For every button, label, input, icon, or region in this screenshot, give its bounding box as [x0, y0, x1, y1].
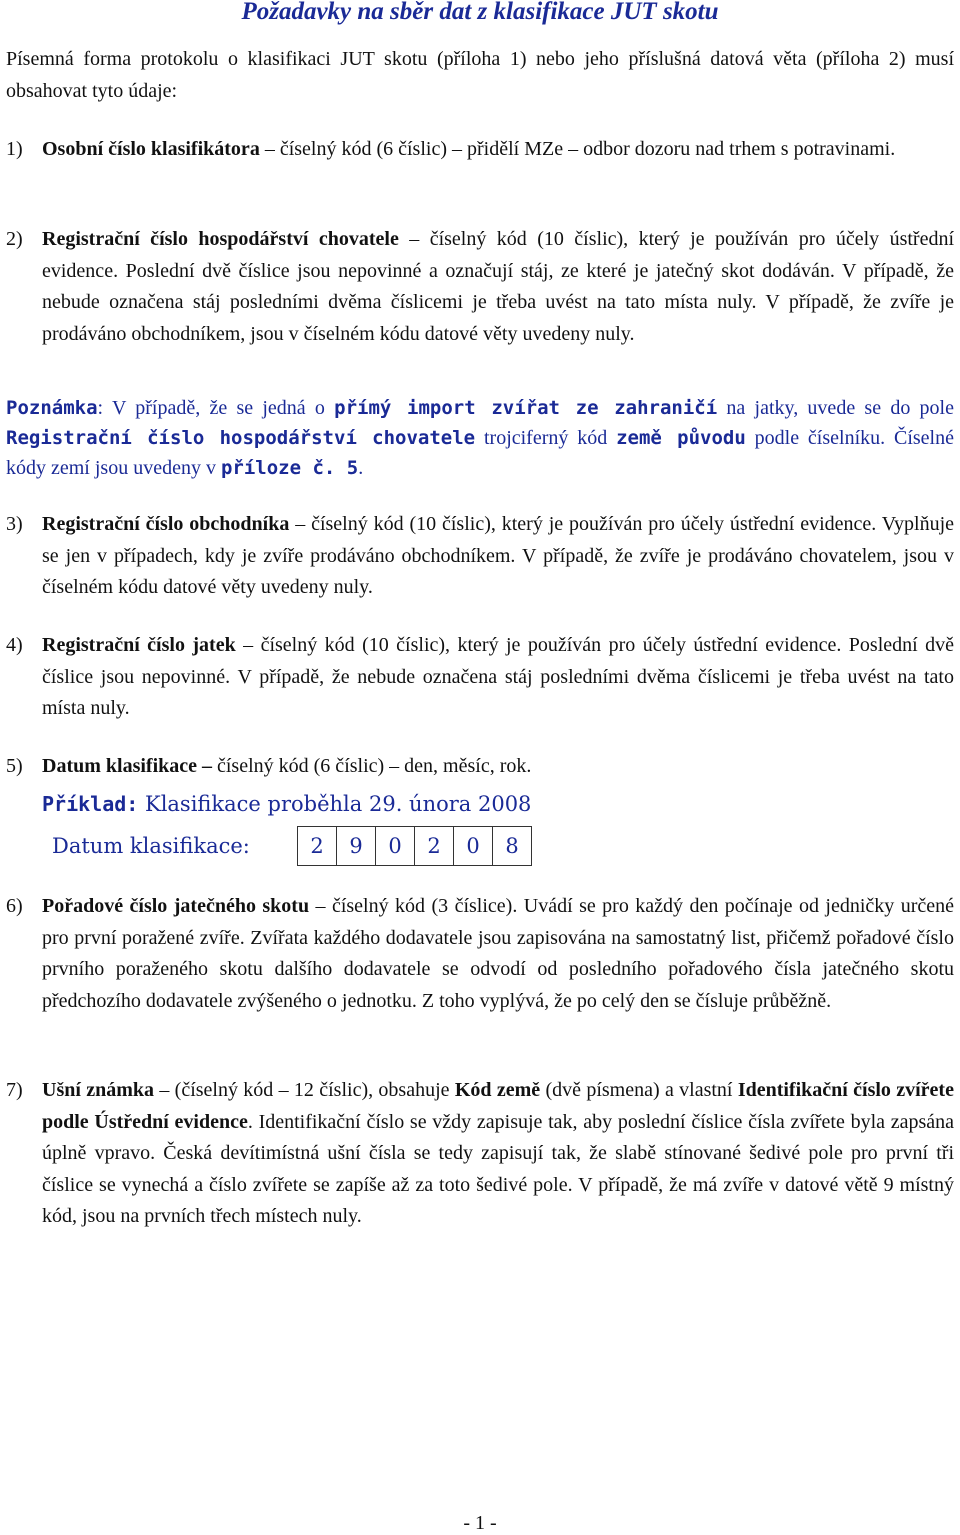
- note-text: : V případě, že se jedná o: [97, 397, 335, 419]
- date-digit: 2: [298, 826, 337, 866]
- date-label: Datum klasifikace:: [52, 834, 250, 858]
- note-paragraph: [6, 393, 954, 483]
- item-text: číselný kód (6 číslic) – den, měsíc, rok.: [212, 755, 532, 777]
- note-emphasis: přímý import zvířat ze zahraničí: [334, 397, 718, 419]
- example-text: Klasifikace proběhla 29. února 2008: [138, 792, 532, 816]
- intro-paragraph: Písemná forma protokolu o klasifikaci JUT skotu (příloha 1) nebo jeho příslušná datová věta (příloha 2) musí obsahovat tyto údaje:: [6, 48, 954, 102]
- item-1: [6, 134, 954, 166]
- item-heading: Registrační číslo jatek: [42, 634, 236, 656]
- item-text: – číselný kód (10 číslic), který je používán pro účely ústřední evidence. Poslední dvě číslice jsou nepovinné. V případě, že nebude označena stáj posledními dvěma číslicemi je třeba uvést na tato místa nuly.: [42, 634, 954, 719]
- page-number: - 1 -: [463, 1512, 497, 1534]
- item-text: – číselný kód (10 číslic), který je používán pro účely ústřední evidence. Poslední dvě číslice jsou nepovinné a označují stáj, ze které je jatečný skot dodáván. V případě, že nebude označena stáj posledními dvěma číslicemi je třeba uvést na tato místa nuly. V případě, že zvíře je prodáváno obchodníkem, jsou v číselném kódu datové věty uvedeny nuly.: [42, 228, 954, 345]
- note-text: na jatky, uvede se do pole: [717, 397, 954, 419]
- date-digit: 8: [493, 826, 532, 866]
- note-text: .: [358, 457, 364, 479]
- item-heading: Registrační číslo obchodníka: [42, 513, 290, 535]
- item-text: . Identifikační číslo se vždy zapisuje tak, aby poslední číslice čísla zvířete byla zapsána úplně vpravo. Česká devítimístná ušní čísla se tedy zapisují tak, že slabě stínované šedivé pole pro první tři číslice se vynechá a číslo zvířete se zapíše až za toto šedivé pole. V případě, že má zvíře v datové větě 9 místný kód, jsou na prvních třech místech nuly.: [42, 1110, 955, 1227]
- item-7: [6, 1075, 954, 1233]
- item-text: – číselný kód (6 číslic) – přidělí MZe – odbor dozoru nad trhem s potravinami.: [259, 138, 896, 160]
- item-heading: Datum klasifikace –: [42, 755, 212, 777]
- note-emphasis: země původu: [616, 427, 746, 449]
- item-number: 7): [6, 1079, 23, 1101]
- item-number: 2): [6, 228, 23, 250]
- item-number: 6): [6, 895, 23, 917]
- note-emphasis: Registrační číslo hospodářství chovatele: [6, 427, 476, 449]
- item-heading: Registrační číslo hospodářství chovatele: [42, 228, 399, 250]
- date-digit: 2: [415, 826, 454, 866]
- document-title: Požadavky na sběr dat z klasifikace JUT skotu: [241, 0, 719, 25]
- date-digit: 0: [376, 826, 415, 866]
- date-digit-boxes: [297, 826, 532, 866]
- item-number: 5): [6, 755, 23, 777]
- item-4: [6, 630, 954, 725]
- item-number: 1): [6, 138, 23, 160]
- item-5: [6, 751, 954, 783]
- item-emphasis: Identifikační číslo zvířete podle Ústřední evidence: [42, 1079, 954, 1133]
- date-digit: 0: [454, 826, 493, 866]
- item-6: [6, 891, 954, 1017]
- item-heading: Pořadové číslo jatečného skotu: [42, 895, 310, 917]
- item-heading: Osobní číslo klasifikátora: [42, 138, 260, 160]
- date-example-row: [52, 826, 532, 866]
- example-line: [42, 792, 531, 816]
- item-number: 3): [6, 513, 23, 535]
- item-text: (dvě písmena) a vlastní: [540, 1079, 738, 1101]
- item-2: [6, 224, 954, 350]
- item-3: [6, 509, 954, 604]
- note-text: trojciferný kód: [475, 427, 617, 449]
- item-text: – číselný kód (3 číslice). Uvádí se pro každý den počínaje od jedničky určené pro první poražené zvíře. Zvířata každého dodavatele jsou zapisována na samostatný list, přičemž pořadové číslo prvního poraženého skotu dalšího dodavatele se odvodí od posledního pořadového čísla jatečného skotu předchozího dodavatele zvýšeného o jednotku. Z toho vyplývá, že po celý den se čísluje průběžně.: [42, 895, 954, 1012]
- date-digit: 9: [337, 826, 376, 866]
- item-heading: Ušní známka: [42, 1079, 155, 1101]
- item-emphasis: Kód země: [454, 1079, 541, 1101]
- example-label: Příklad:: [42, 792, 139, 816]
- item-number: 4): [6, 634, 23, 656]
- note-text: podle číselníku. Číselné kódy zemí jsou uvedeny v: [6, 427, 954, 479]
- item-text: – číselný kód (10 číslic), který je používán pro účely ústřední evidence. Vyplňuje se jen v případech, kdy je zvíře prodáváno obchodníkem. V případě, že zvíře je prodáváno chovatelem, jsou v číselném kódu datové věty uvedeny nuly.: [42, 513, 955, 598]
- note-label: Poznámka: [6, 397, 98, 419]
- item-text: – (číselný kód – 12 číslic), obsahuje: [154, 1079, 455, 1101]
- note-emphasis: příloze č. 5: [220, 457, 359, 479]
